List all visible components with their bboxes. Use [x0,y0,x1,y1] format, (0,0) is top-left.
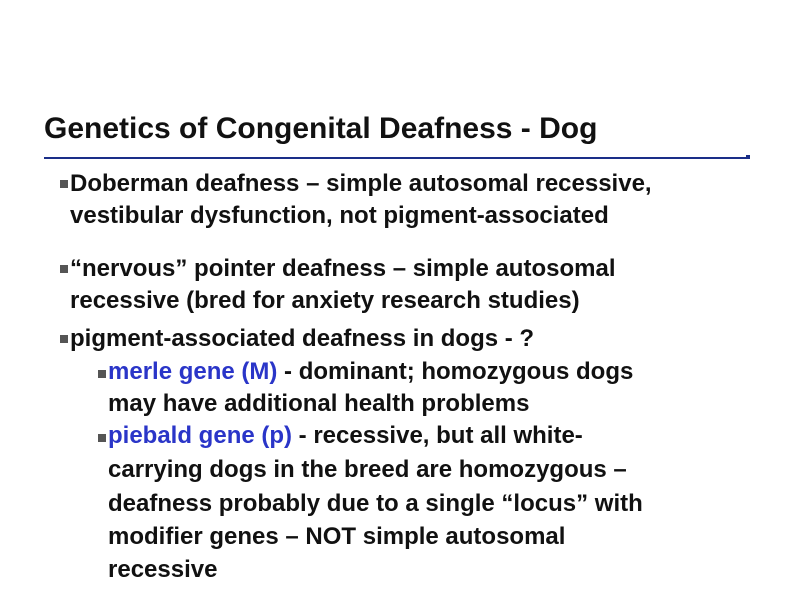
sub-bullet-2-line-1 [108,420,583,452]
slide-title: Genetics of Congenital Deafness - Dog [44,112,598,145]
title-underline [44,157,748,159]
merle-gene-term: merle gene (M) [108,358,278,385]
piebald-gene-term: piebald gene (p) [108,422,293,449]
sub-bullet-2-line-3: deafness probably due to a single “locus” with [108,490,643,517]
sub-bullet-1-line-2: may have additional health problems [108,390,530,417]
sub-bullet-1-line-1 [108,356,633,388]
title-underline-end [746,155,750,159]
bullet-2-line-2: recessive (bred for anxiety research studies) [70,287,580,314]
bullet-1-line-1: Doberman deafness – simple autosomal recessive, [70,170,652,197]
bullet-marker [60,335,68,343]
bullet-1-line-2: vestibular dysfunction, not pigment-associated [70,202,609,229]
sub-bullet-marker [98,434,106,442]
sub-bullet-marker [98,370,106,378]
bullet-marker [60,265,68,273]
sub-bullet-2-line-2: carrying dogs in the breed are homozygous – [108,456,627,483]
bullet-3-line-1: pigment-associated deafness in dogs - ? [70,325,535,352]
sub-bullet-2-line-5: recessive [108,556,218,583]
sub-bullet-2-line-4: modifier genes – NOT simple autosomal [108,523,566,550]
bullet-2-line-1: “nervous” pointer deafness – simple autosomal [70,255,616,282]
merle-gene-desc: - dominant; homozygous dogs [277,358,634,385]
bullet-marker [60,180,68,188]
piebald-gene-desc: - recessive, but all white- [292,422,583,449]
